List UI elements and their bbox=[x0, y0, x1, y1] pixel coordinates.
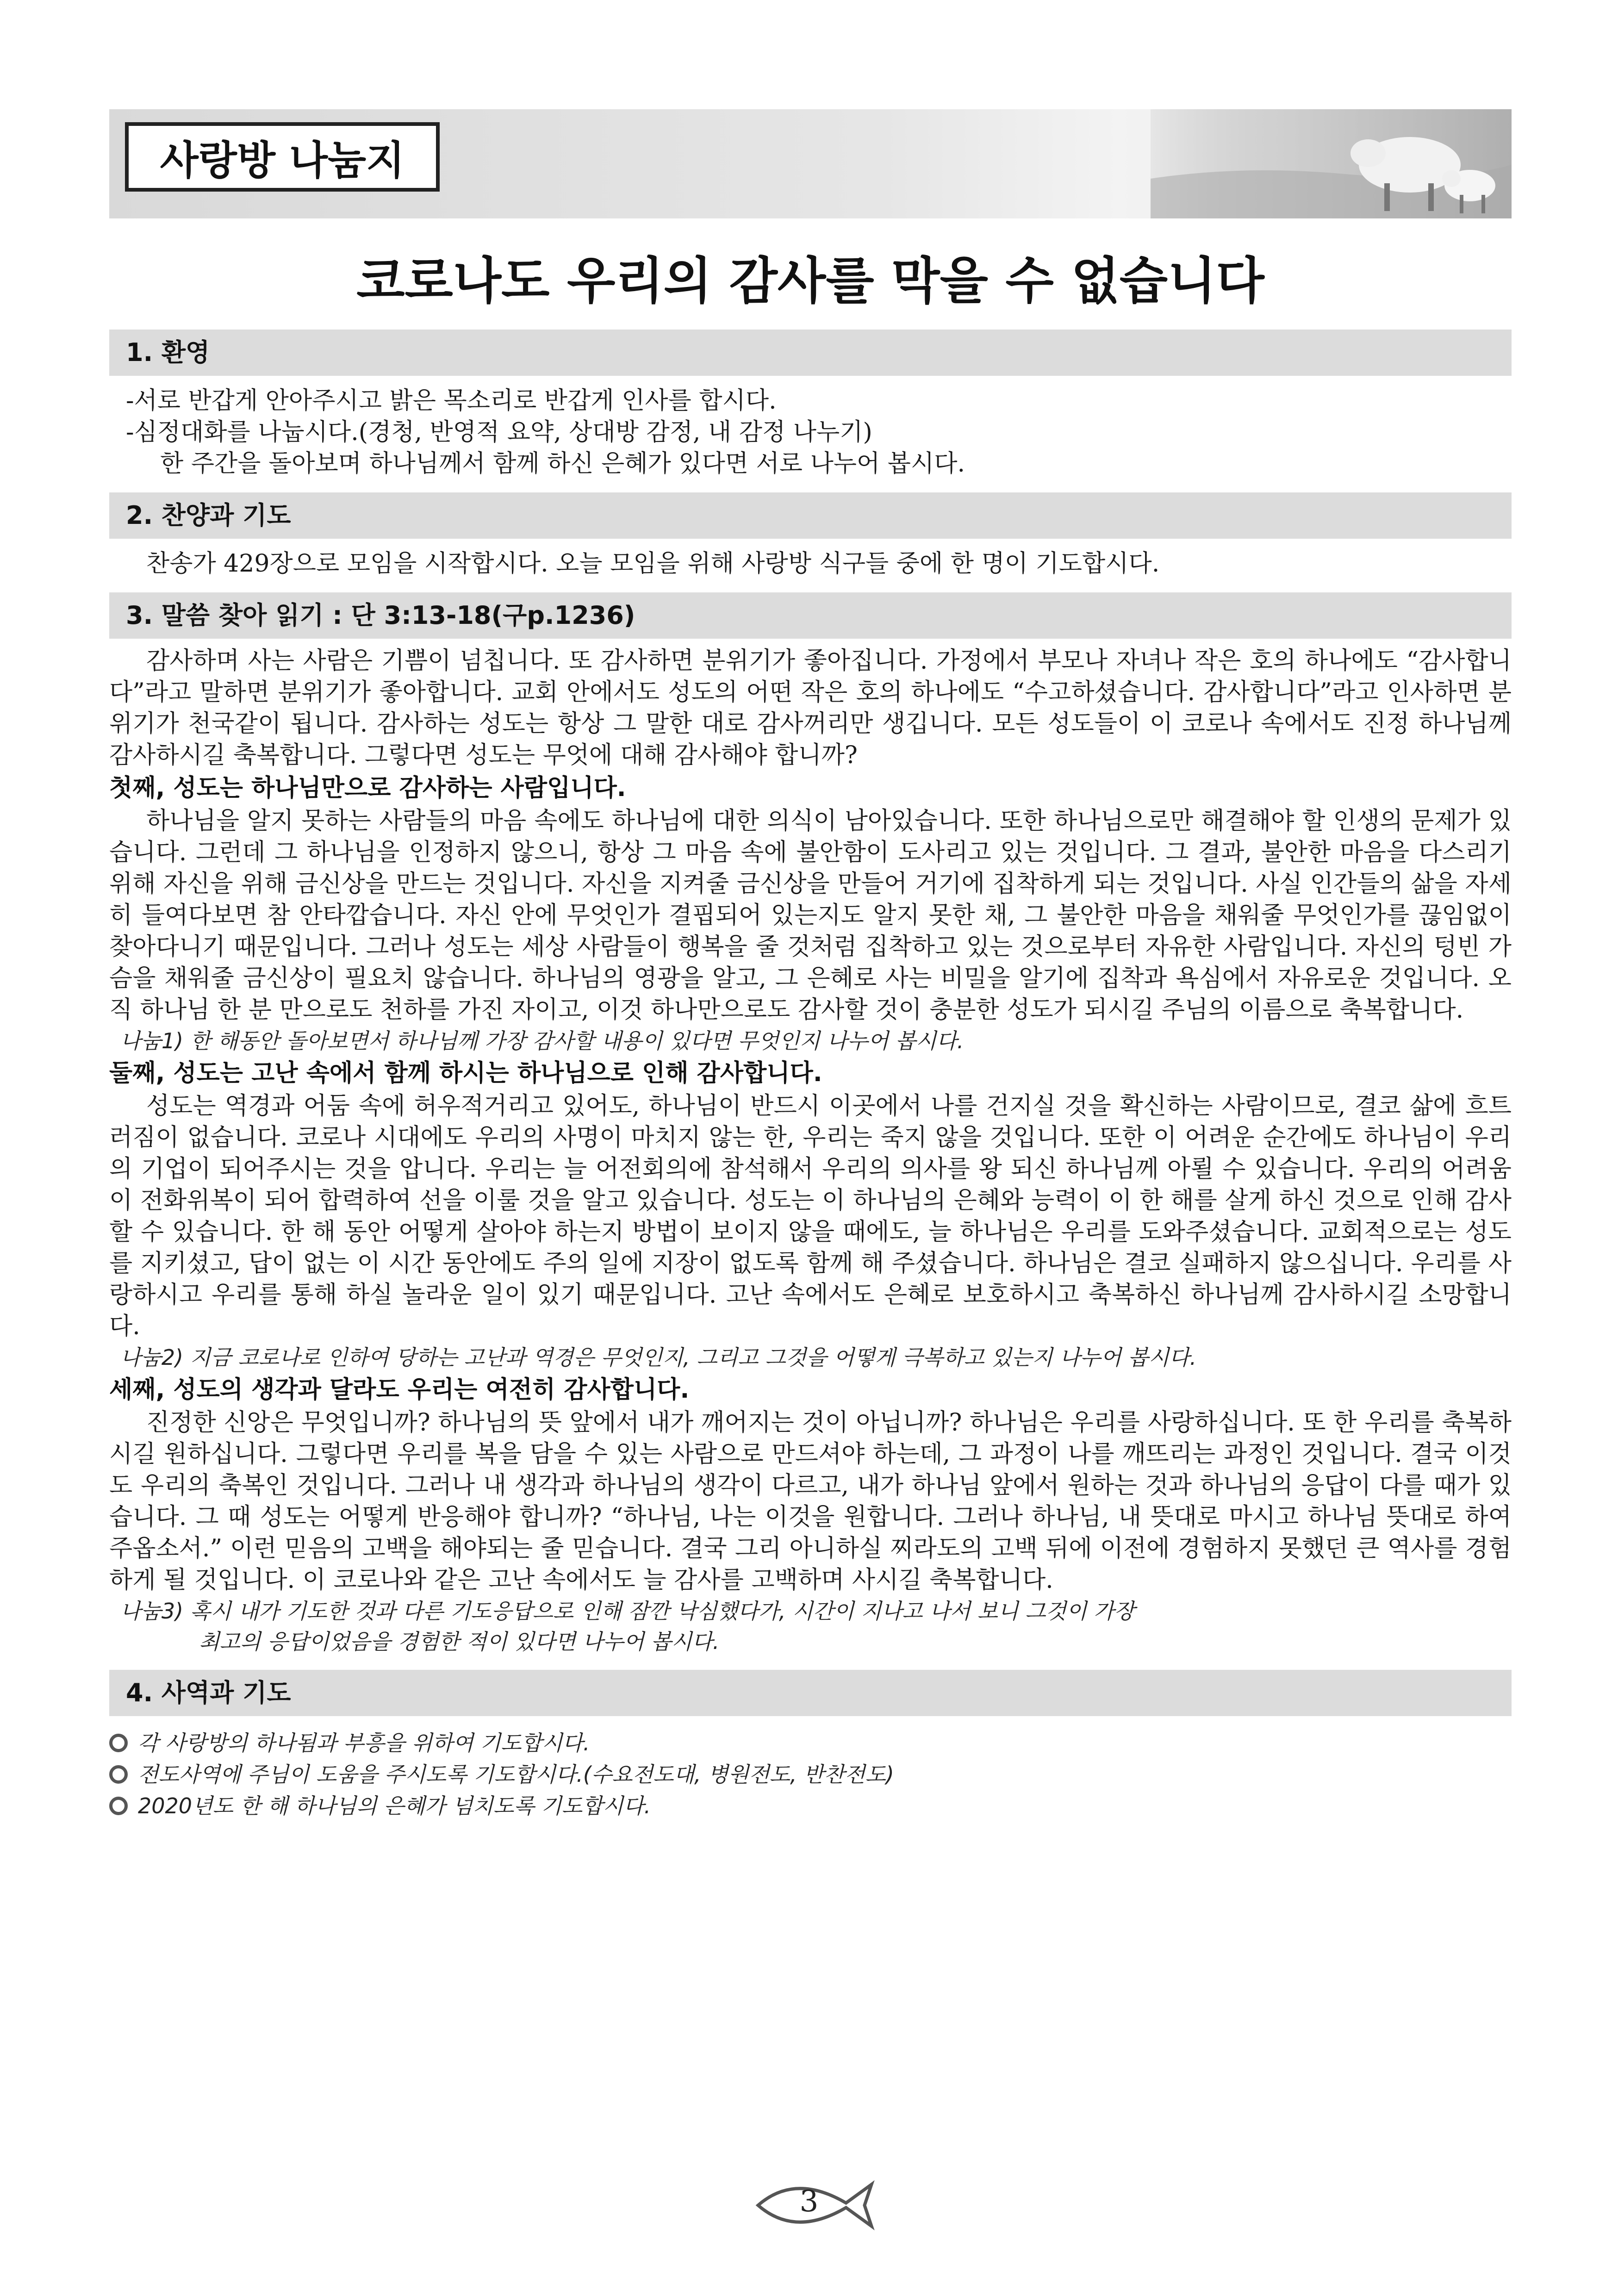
prayer-item-2-text: 전도사역에 주님이 도움을 주시도록 기도합시다.(수요전도대, 병원전도, 반찬전도) bbox=[138, 1762, 894, 1787]
prayer-item-2 bbox=[109, 1759, 1512, 1790]
ring-bullet-icon bbox=[109, 1797, 128, 1815]
share-question-3-line-2: 최고의 응답이었음을 경험한 적이 있다면 나누어 봅시다. bbox=[199, 1629, 720, 1654]
section-3-title: 3. 말씀 찾아 읽기 : 단 3:13-18(구p.1236) bbox=[109, 592, 1512, 639]
section-2-title: 2. 찬양과 기도 bbox=[109, 492, 1512, 539]
prayer-item-1-text: 각 사랑방의 하나됨과 부흥을 위하여 기도합시다. bbox=[138, 1730, 590, 1755]
page-number: 3 bbox=[799, 2184, 819, 2219]
welcome-line-1: -서로 반갑게 안아주시고 밝은 목소리로 반갑게 인사를 합시다. bbox=[126, 387, 777, 415]
point-3-text: 진정한 신앙은 무엇입니까? 하나님의 뜻 앞에서 내가 깨어지는 것이 아닙니까? 하나님은 우리를 사랑하십니다. 또 한 우리를 축복하시길 원하십니다. 그렇다면 우리를 복을 담을 수 있는 사람으로 만드셔야 하는데, 그 과정이 나를 깨뜨리는 과정인 것입니다. 결국 이것도 우리의 축복인 것입니다. 그러나 내 생각과 하나님의 생각이 다르고, 내가 하나님 앞에서 원하는 것과 하나님의 응답이 다를 때가 있습니다. 그 때 성도는 어떻게 반응해야 합니까? “하나님, 나는 이것을 원합니다. 그러나 하나님, 내 뜻대로 마시고 하나님 뜻대로 하여 주옵소서.” 이런 믿음의 고백을 해야되는 줄 믿습니다. 결국 그리 아니하실 찌라도의 고백 뒤에 이전에 경험하지 못했던 큰 역사를 경험하게 될 것입니다. 이 코로나와 같은 고난 속에서도 늘 감사를 고백하며 사시길 축복합니다. bbox=[109, 1409, 1512, 1594]
section-4-title: 4. 사역과 기도 bbox=[109, 1670, 1512, 1716]
prayer-item-3-text: 2020년도 한 해 하나님의 은혜가 넘치도록 기도합시다. bbox=[138, 1793, 651, 1818]
share-question-1: 나눔1) 한 해동안 돌아보면서 하나님께 가장 감사할 내용이 있다면 무엇인지 나누어 봅시다. bbox=[120, 1028, 964, 1053]
point-1-heading: 첫째, 성도는 하나님만으로 감사하는 사람입니다. bbox=[109, 774, 626, 802]
prayer-item-1 bbox=[109, 1727, 1512, 1759]
point-2-text: 성도는 역경과 어둠 속에 허우적거리고 있어도, 하나님이 반드시 이곳에서 나를 건지실 것을 확신하는 사람이므로, 결코 삶에 흐트러짐이 없습니다. 코로나 시대에도 우리의 사명이 마치지 않는 한, 우리는 죽지 않을 것입니다. 또한 이 어려운 순간에도 하나님이 우리의 기업이 되어주시는 것을 압니다. 우리는 늘 어전회의에 참석해서 우리의 의사를 왕 되신 하나님께 아뢸 수 있습니다. 우리의 어려움이 전화위복이 되어 합력하여 선을 이룰 것을 알고 있습니다. 성도는 이 하나님의 은혜와 능력이 이 한 해를 살게 하신 것으로 인해 감사할 수 있습니다. 한 해 동안 어떻게 살아야 하는지 방법이 보이지 않을 때에도, 늘 하나님은 우리를 도와주셨습니다. 교회적으로는 성도를 지키셨고, 답이 없는 이 시간 동안에도 주의 일에 지장이 없도록 함께 해 주셨습니다. 하나님은 결코 실패하지 않으십니다. 우리를 사랑하시고 우리를 통해 하실 놀라운 일이 있기 때문입니다. 고난 속에서도 은혜로 보호하시고 축복하신 하나님께 감사하시길 소망합니다. bbox=[109, 1092, 1512, 1340]
welcome-line-2: -심정대화를 나눕시다.(경청, 반영적 요약, 상대방 감정, 내 감정 나누기) bbox=[126, 418, 872, 446]
ring-bullet-icon bbox=[109, 1734, 128, 1752]
sheep-pasture-image bbox=[1151, 109, 1512, 218]
share-question-2: 나눔2) 지금 코로나로 인하여 당하는 고난과 역경은 무엇인지, 그리고 그것을 어떻게 극복하고 있는지 나누어 봅시다. bbox=[120, 1345, 1197, 1370]
prayer-item-3 bbox=[109, 1790, 1512, 1822]
page-footer bbox=[740, 2171, 878, 2240]
point-2-heading: 둘째, 성도는 고난 속에서 함께 하시는 하나님으로 인해 감사합니다. bbox=[109, 1059, 822, 1087]
point-3-heading: 세째, 성도의 생각과 달라도 우리는 여전히 감사합니다. bbox=[109, 1376, 690, 1404]
section-1-title: 1. 환영 bbox=[109, 330, 1512, 376]
ring-bullet-icon bbox=[109, 1765, 128, 1784]
main-content bbox=[109, 330, 1512, 1822]
welcome-line-3: 한 주간을 돌아보며 하나님께서 함께 하신 은혜가 있다면 서로 나누어 봅시다. bbox=[160, 450, 965, 478]
point-1-text: 하나님을 알지 못하는 사람들의 마음 속에도 하나님에 대한 의식이 남아있습니다. 또한 하나님으로만 해결해야 할 인생의 문제가 있습니다. 그런데 그 하나님을 인정하지 않으니, 항상 그 마음 속에 불안함이 도사리고 있는 것입니다. 그 결과, 불안한 마음을 다스리기 위해 자신을 위해 금신상을 만드는 것입니다. 자신을 지켜줄 금신상을 만들어 거기에 집착하게 되는 것입니다. 사실 인간들의 삶을 자세히 들여다보면 참 안타깝습니다. 자신 안에 무엇인가 결핍되어 있는지도 알지 못한 채, 그 불안한 마음을 채워줄 무엇인가를 끊임없이 찾아다니기 때문입니다. 그러나 성도는 세상 사람들이 행복을 줄 것처럼 집착하고 있는 것으로부터 자유한 사람입니다. 자신의 텅빈 가슴을 채워줄 금신상이 필요치 않습니다. 하나님의 영광을 알고, 그 은혜로 사는 비밀을 알기에 집착과 욕심에서 자유로운 것입니다. 오직 하나님 한 분 만으로도 천하를 가진 자이고, 이것 하나만으로도 감사할 것이 충분한 성도가 되시길 주님의 이름으로 축복합니다. bbox=[109, 807, 1512, 1024]
box-title: 사랑방 나눔지 bbox=[125, 122, 440, 192]
page-title: 코로나도 우리의 감사를 막을 수 없습니다 bbox=[356, 252, 1264, 310]
share-question-3 bbox=[109, 1596, 1512, 1657]
section-3-intro: 감사하며 사는 사람은 기쁨이 넘칩니다. 또 감사하면 분위기가 좋아집니다. 가정에서 부모나 자녀나 작은 호의 하나에도 “감사합니다”라고 말하면 분위기가 좋아합니다. 교회 안에서도 성도의 어떤 작은 호의 하나에도 “수고하셨습니다. 감사합니다”라고 인사하면 분위기가 천국같이 됩니다. 감사하는 성도는 항상 그 말한 대로 감사꺼리만 생깁니다. 모든 성도들이 이 코로나 속에서도 진정 하나님께 감사하시길 축복합니다. 그렇다면 성도는 무엇에 대해 감사해야 합니까? bbox=[109, 647, 1512, 769]
share-question-3-line-1: 나눔3) 혹시 내가 기도한 것과 다른 기도응답으로 인해 잠깐 낙심했다가, 시간이 지나고 나서 보니 그것이 가장 bbox=[120, 1599, 1135, 1624]
section-2-text: 찬송가 429장으로 모임을 시작합시다. 오늘 모임을 위해 사랑방 식구들 중에 한 명이 기도합시다. bbox=[146, 550, 1160, 578]
